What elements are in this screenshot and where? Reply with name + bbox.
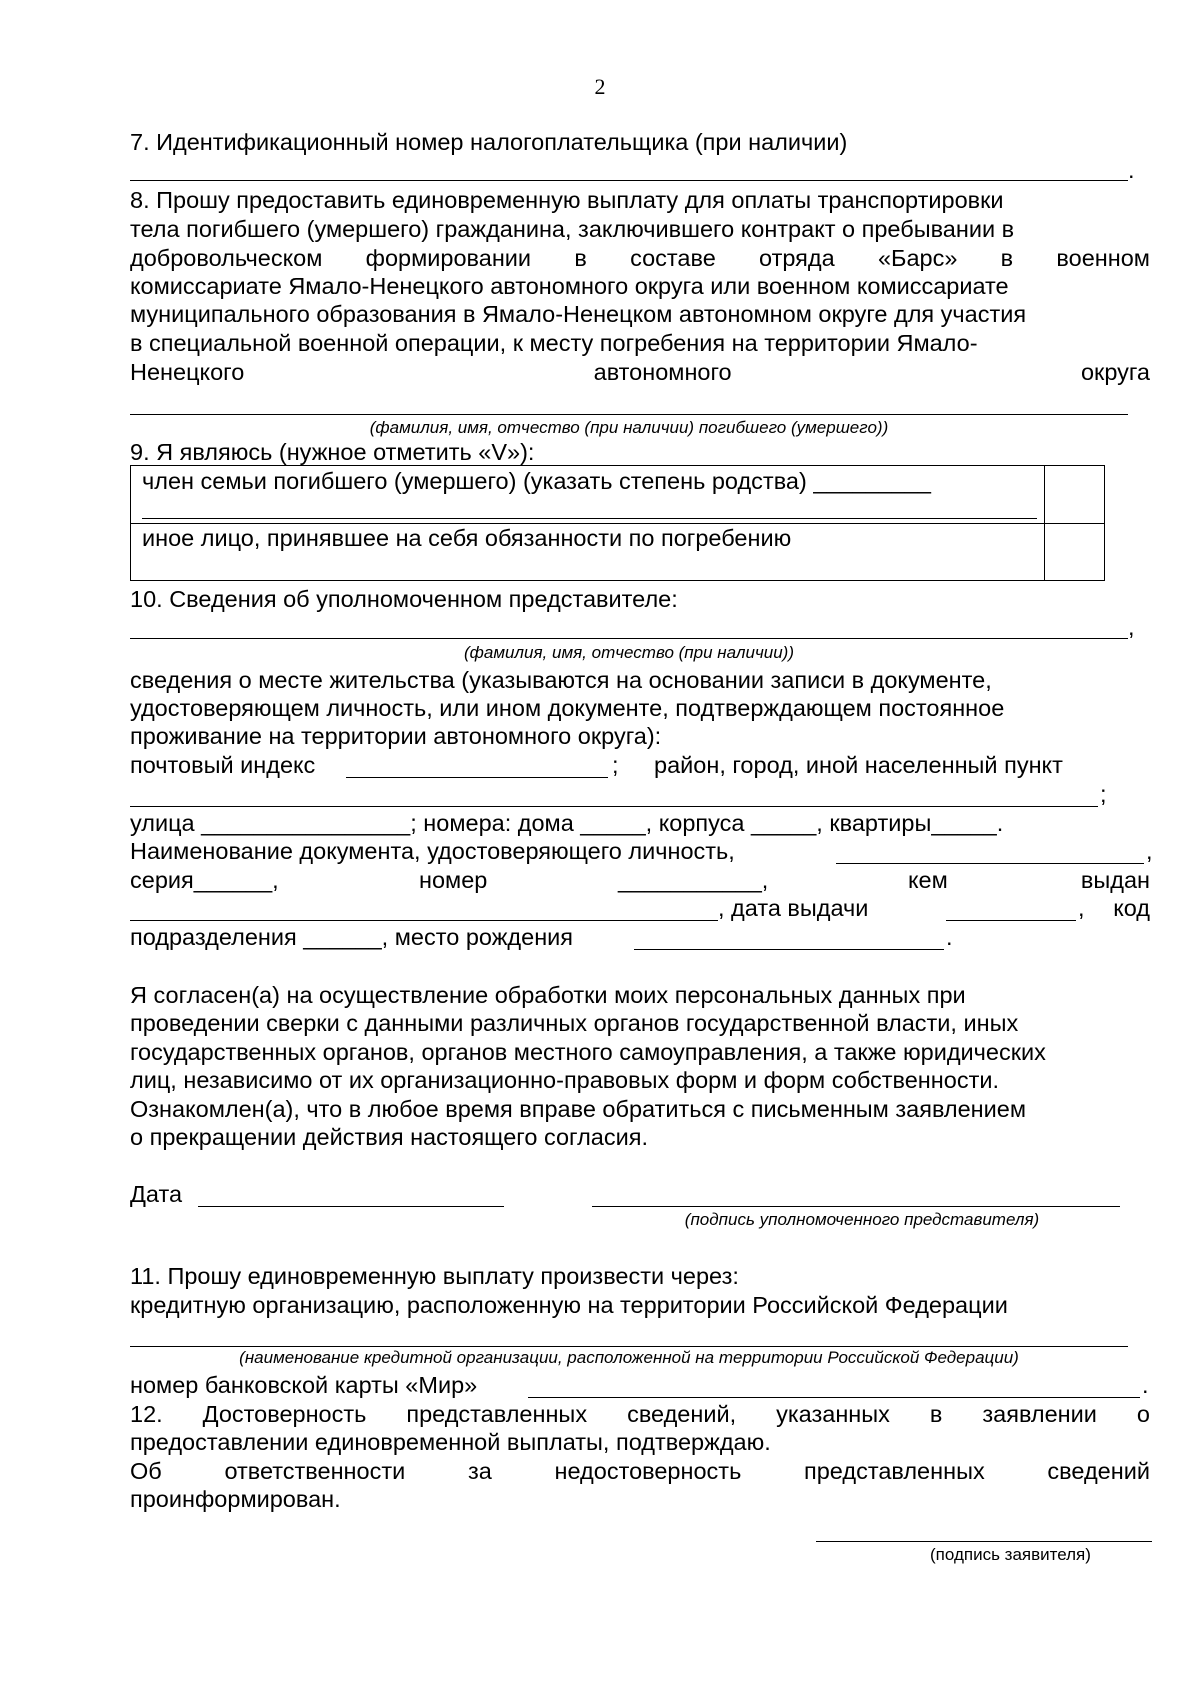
item12-line-4: проинформирован. (130, 1486, 341, 1512)
issued-by-field[interactable] (130, 920, 718, 921)
table-column-divider (1044, 466, 1045, 580)
issued-by-label: кем (908, 867, 948, 893)
issue-date-field[interactable] (946, 920, 1076, 921)
item12-line-2: предоставлении единовременной выплаты, подтверждаю. (130, 1429, 771, 1455)
item10-name-line[interactable] (130, 638, 1128, 639)
consent-line-5: Ознакомлен(а), что в любое время вправе обратиться с письменным заявлением (130, 1096, 1026, 1122)
item8-line-5: муниципального образования в Ямало-Ненецком автономном округе для участия (130, 301, 1027, 327)
number-field: ___________, (618, 867, 769, 893)
residence-line-3: проживание на территории автономного округа): (130, 723, 662, 749)
checkbox-family-member[interactable] (1046, 466, 1104, 522)
item8-line-1: 8. Прошу предоставить единовременную выплату для оплаты транспортировки (130, 187, 1004, 213)
residence-line-1: сведения о месте жительства (указываются на основании записи в документе, (130, 667, 992, 693)
series-field: серия______, (130, 867, 279, 893)
item9-relationship-line[interactable] (142, 518, 1037, 519)
item8-line-4: комиссариате Ямало-Ненецкого автономного округа или военном комиссариате (130, 273, 1009, 299)
birthplace-field[interactable] (634, 949, 944, 950)
subdivision-label: подразделения ______, место рождения (130, 924, 574, 950)
bank-name-field[interactable] (130, 1346, 1128, 1347)
item7-inn-line[interactable] (130, 180, 1128, 181)
postal-code-label: почтовый индекс (130, 752, 316, 778)
item7-end-mark: . (1128, 157, 1135, 183)
item8-line-2: тела погибшего (умершего) гражданина, заключившего контракт о пребывании в (130, 216, 1015, 242)
card-number-end: . (1142, 1372, 1149, 1398)
item8-line-6: в специальной военной операции, к месту погребения на территории Ямало- (130, 330, 978, 356)
residence-line-2: удостоверяющем личность, или ином документе, подтверждающем постоянное (130, 695, 1005, 721)
date-label: Дата (130, 1181, 183, 1207)
postal-code-field[interactable] (346, 777, 608, 778)
applicant-signature-field[interactable] (816, 1541, 1152, 1542)
item9-option-other: иное лицо, принявшее на себя обязанности по погребению (142, 525, 792, 551)
item12-line-3: Об ответственности за недостоверность представленных сведений (130, 1458, 1150, 1484)
number-label: номер (419, 867, 488, 893)
item9-title: 9. Я являюсь (нужное отметить «V»): (130, 439, 535, 465)
locality-field[interactable] (130, 806, 1098, 807)
item11-line-2: кредитную организацию, расположенную на территории Российской Федерации (130, 1292, 1008, 1318)
issue-date-label: , дата выдачи (718, 895, 869, 921)
issued-label: выдан (1080, 867, 1150, 893)
applicant-signature-caption: (подпись заявителя) (930, 1545, 1091, 1564)
item7-text: 7. Идентификационный номер налогоплательщика (при наличии) (130, 129, 848, 155)
bank-caption: (наименование кредитной организации, расположенной на территории Российской Федерации) (239, 1348, 1019, 1367)
item8-deceased-name-line[interactable] (130, 414, 1128, 415)
card-number-field[interactable] (528, 1397, 1140, 1398)
consent-line-3: государственных органов, органов местного самоуправления, а также юридических (130, 1039, 1046, 1065)
doc-name-label: Наименование документа, удостоверяющего личность, (130, 838, 735, 864)
doc-name-field[interactable] (836, 863, 1144, 864)
consent-line-2: проведении сверки с данными различных органов государственной власти, иных (130, 1010, 1019, 1036)
item11-title: 11. Прошу единовременную выплату произвести через: (130, 1263, 739, 1289)
item10-title: 10. Сведения об уполномоченном представителе: (130, 586, 678, 612)
item12-line-1: 12. Достоверность представленных сведений, указанных в заявлении о (130, 1401, 1150, 1427)
representative-signature-caption: (подпись уполномоченного представителя) (684, 1210, 1040, 1229)
doc-name-end: , (1146, 838, 1153, 864)
item10-name-end: , (1128, 614, 1135, 640)
page-number: 2 (594, 74, 606, 99)
item10-name-caption: (фамилия, имя, отчество (при наличии)) (464, 643, 794, 662)
item9-option-family: член семьи погибшего (умершего) (указать степень родства) _________ (142, 468, 931, 494)
representative-signature-field[interactable] (592, 1206, 1120, 1207)
item8-line-7: Ненецкого автономного округа (130, 359, 1150, 385)
postal-code-separator: ; (612, 752, 619, 778)
street-house-line: улица ________________; номера: дома _____, корпуса _____, квартиры_____. (130, 810, 1004, 836)
locality-label: район, город, иной населенный пункт (654, 752, 1063, 778)
date-field[interactable] (198, 1206, 504, 1207)
item8-line-3: добровольческом формировании в составе отряда «Барс» в военном (130, 245, 1150, 271)
consent-line-4: лиц, независимо от их организационно-правовых форм и форм собственности. (130, 1067, 1000, 1093)
subdivision-end: . (946, 924, 953, 950)
card-number-label: номер банковской карты «Мир» (130, 1372, 478, 1398)
checkbox-other-person[interactable] (1046, 524, 1104, 580)
item8-caption: (фамилия, имя, отчество (при наличии) погибшего (умершего)) (369, 418, 889, 437)
issue-date-end: , (1078, 895, 1085, 921)
consent-line-1: Я согласен(а) на осуществление обработки моих персональных данных при (130, 982, 966, 1008)
code-label: код (1113, 895, 1150, 921)
consent-line-6: о прекращении действия настоящего согласия. (130, 1124, 649, 1150)
locality-end: ; (1100, 781, 1107, 807)
